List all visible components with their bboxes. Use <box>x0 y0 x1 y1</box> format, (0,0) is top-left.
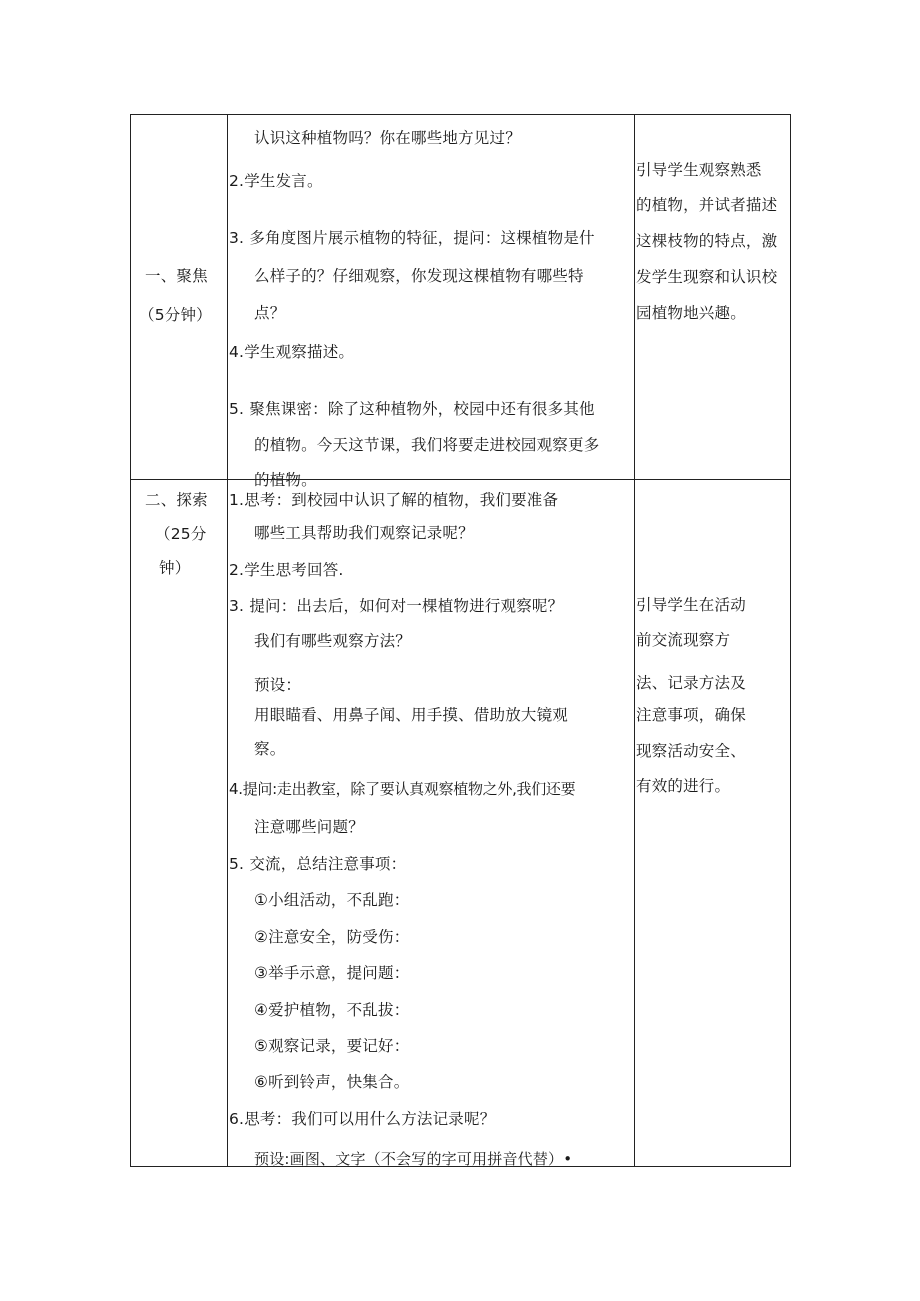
content-line: 么样子的？仔细观察，你发现这棵植物有哪些特 <box>254 267 584 285</box>
content-line: 哪些工具帮助我们观察记录呢？ <box>254 524 474 542</box>
purpose-line: 有效的进行。 <box>636 777 731 795</box>
content-line: 6.思考：我们可以用什么方法记录呢？ <box>229 1110 496 1128</box>
content-line: 3. 多角度图片展示植物的特征，提问：这棵植物是什 <box>229 229 595 247</box>
stage-duration: （25分 <box>155 525 207 543</box>
stage-cell-explore <box>131 480 227 1166</box>
content-cell-explore <box>228 480 634 1166</box>
content-line: ①小组活动，不乱跑： <box>254 891 410 909</box>
purpose-cell-explore <box>635 480 790 1166</box>
purpose-cell-focus <box>635 115 790 479</box>
stage-label: 一、聚焦 <box>145 267 208 285</box>
content-line: 3. 提问：出去后，如何对一棵植物进行观察呢？ <box>229 597 564 615</box>
content-line: 2.学生发言。 <box>229 172 323 190</box>
content-line-cut: 的植物。 <box>254 471 317 489</box>
content-line: 5. 聚焦课密：除了这种植物外，校园中还有很多其他 <box>229 400 595 418</box>
content-line: ④爱护植物，不乱拔： <box>254 1001 410 1019</box>
content-line: 预设： <box>254 676 302 694</box>
content-line: 注意哪些问题？ <box>254 818 364 836</box>
purpose-line: 引导学生在活动 <box>636 596 746 614</box>
table-border-right <box>790 114 791 1167</box>
content-cell-focus <box>228 115 634 489</box>
content-line: 用眼瞄看、用鼻子闻、用手摸、借助放大镜观 <box>254 706 569 724</box>
content-line: 2.学生思考回答. <box>229 561 344 579</box>
content-line: 的植物。今天这节课，我们将要走进校园观察更多 <box>254 436 600 454</box>
purpose-line: 的植物，并试者描述 <box>636 196 778 214</box>
content-line: ⑥听到铃声，快集合。 <box>254 1073 410 1091</box>
purpose-line: 现察活动安全、 <box>636 742 746 760</box>
purpose-line: 这棵枝物的特点，激 <box>636 232 778 250</box>
content-line: 4.提问:走出教室，除了要认真观察植物之外,我们还要 <box>229 780 576 798</box>
content-line: 5. 交流，总结注意事项： <box>229 855 407 873</box>
stage-cell-focus <box>131 115 227 479</box>
purpose-line: 注意事项，确保 <box>636 706 746 724</box>
purpose-line: 园植物地兴趣。 <box>636 304 746 322</box>
content-line: 点？ <box>254 304 286 322</box>
content-line: ⑤观察记录，要记好： <box>254 1037 410 1055</box>
content-line: ②注意安全，防受伤： <box>254 928 410 946</box>
purpose-line: 法、记录方法及 <box>636 674 746 692</box>
stage-duration-cont: 钟） <box>159 559 191 577</box>
content-line-cut: 预设:画图、文字（不会写的字可用拼音代替）• <box>254 1150 573 1168</box>
stage-duration: （5分钟） <box>139 306 212 324</box>
content-line: 我们有哪些观察方法？ <box>254 632 412 650</box>
content-line: 认识这种植物吗？你在哪些地方见过？ <box>254 129 521 147</box>
content-line: 察。 <box>254 740 286 758</box>
purpose-line: 前交流现察方 <box>636 631 731 649</box>
content-line: ③举手示意，提问题： <box>254 964 410 982</box>
content-line: 1.思考：到校园中认识了解的植物，我们要准备 <box>229 491 559 509</box>
purpose-line: 引导学生观察熟悉 <box>636 161 762 179</box>
purpose-line: 发学生现察和认识校 <box>636 268 778 286</box>
content-line: 4.学生观察描述。 <box>229 343 355 361</box>
stage-label: 二、探索 <box>145 491 208 509</box>
